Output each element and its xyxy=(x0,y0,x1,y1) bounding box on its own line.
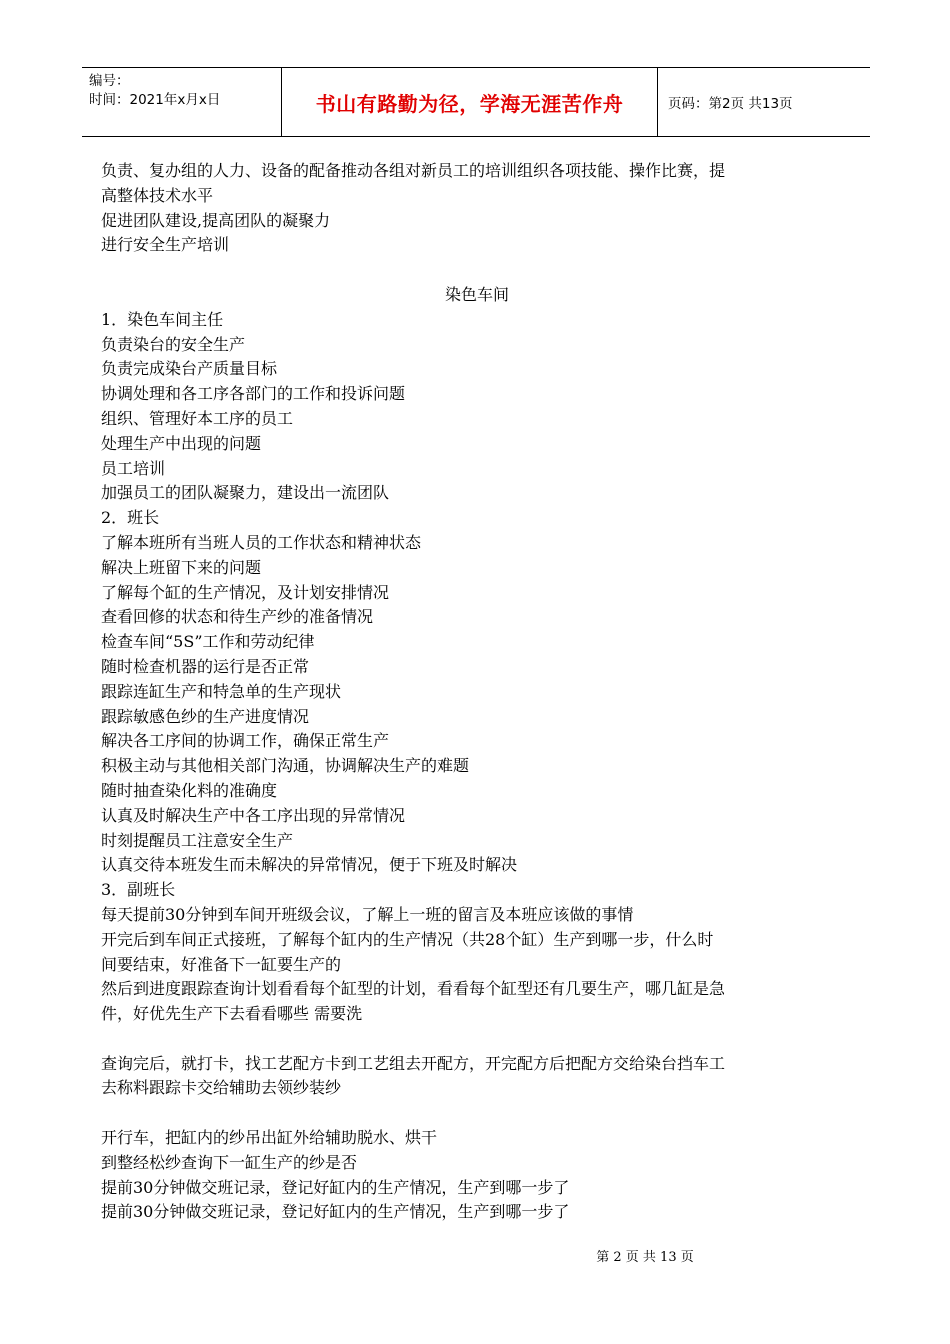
body-line xyxy=(101,1027,853,1052)
body-line: 负责完成染台产质量目标 xyxy=(101,359,278,379)
body-line: 积极主动与其他相关部门沟通，协调解决生产的难题 xyxy=(101,756,470,776)
body-line: 跟踪敏感色纱的生产进度情况 xyxy=(101,706,310,726)
body-line: 检查车间“5S”工作和劳动纪律 xyxy=(101,632,315,652)
header-page-label: 页码：第2页 共13页 xyxy=(668,96,793,112)
body-line: 然后到进度跟踪查询计划看看每个缸型的计划，看看每个缸型还有几要生产，哪几缸是急 xyxy=(101,979,726,999)
body-line: 解决上班留下来的问题 xyxy=(101,557,262,577)
body-line: 处理生产中出现的问题 xyxy=(101,433,262,453)
document-body xyxy=(101,159,853,1225)
body-line: 1．染色车间主任 xyxy=(101,309,224,329)
body-line: 间要结束，好准备下一缸要生产的 xyxy=(101,954,342,974)
body-line: 提前30分钟做交班记录，登记好缸内的生产情况，生产到哪一步了 xyxy=(101,1177,570,1197)
body-line: 员工培训 xyxy=(101,458,166,478)
body-line: 解决各工序间的协调工作，确保正常生产 xyxy=(101,731,390,751)
body-line: 开完后到车间正式接班，了解每个缸内的生产情况（共28个缸）生产到哪一步，什么时 xyxy=(101,929,714,949)
page-footer: 第 2 页 共 13 页 xyxy=(596,1250,694,1265)
header-motto: 书山有路勤为径，学海无涯苦作舟 xyxy=(282,68,658,136)
body-line: 负责染台的安全生产 xyxy=(101,334,246,354)
document-number-label: 编号： xyxy=(89,73,130,89)
body-line: 进行安全生产培训 xyxy=(101,235,230,255)
body-line: 了解每个缸的生产情况，及计划安排情况 xyxy=(101,582,390,602)
body-line: 查看回修的状态和待生产纱的准备情况 xyxy=(101,607,374,627)
body-line: 负责、复办组的人力、设备的配备推动各组对新员工的培训组织各项技能、操作比赛，提 xyxy=(101,161,726,180)
body-line: 随时抽查染化料的准确度 xyxy=(101,780,278,800)
body-line: 3．副班长 xyxy=(101,880,176,900)
body-line xyxy=(101,1101,853,1126)
body-line: 随时检查机器的运行是否正常 xyxy=(101,656,310,676)
body-line: 高整体技术水平 xyxy=(101,185,214,205)
body-line: 认真及时解决生产中各工序出现的异常情况 xyxy=(101,805,406,825)
body-line: 提前30分钟做交班记录，登记好缸内的生产情况，生产到哪一步了 xyxy=(101,1202,570,1222)
body-line: 跟踪连缸生产和特急单的生产现状 xyxy=(101,681,342,701)
document-time-label: 时间：2021年x月x日 xyxy=(89,92,221,108)
body-line: 时刻提醒员工注意安全生产 xyxy=(101,830,294,850)
body-line: 到整经松纱查询下一缸生产的纱是否 xyxy=(101,1152,358,1172)
body-line: 协调处理和各工序各部门的工作和投诉问题 xyxy=(101,384,406,404)
body-line: 促进团队建设,提高团队的凝聚力 xyxy=(101,210,331,230)
body-line: 了解本班所有当班人员的工作状态和精神状态 xyxy=(101,532,422,552)
body-line: 每天提前30分钟到车间开班级会议，了解上一班的留言及本班应该做的事情 xyxy=(101,904,634,924)
page-header xyxy=(82,67,870,137)
body-line xyxy=(101,258,853,283)
body-line: 件，好优先生产下去看看哪些 需要洗 xyxy=(101,1004,363,1024)
header-meta xyxy=(82,68,282,136)
body-line: 去称料跟踪卡交给辅助去领纱装纱 xyxy=(101,1078,342,1098)
body-line: 查询完后，就打卡，找工艺配方卡到工艺组去开配方，开完配方后把配方交给染台挡车工 xyxy=(101,1053,726,1073)
section-heading: 染色车间 xyxy=(444,284,509,304)
body-line: 认真交待本班发生而未解决的异常情况，便于下班及时解决 xyxy=(101,855,518,875)
body-line: 2．班长 xyxy=(101,508,160,528)
body-line: 加强员工的团队凝聚力，建设出一流团队 xyxy=(101,483,390,503)
body-line: 组织、管理好本工序的员工 xyxy=(101,408,294,428)
body-line: 开行车，把缸内的纱吊出缸外给辅助脱水、烘干 xyxy=(101,1128,438,1148)
